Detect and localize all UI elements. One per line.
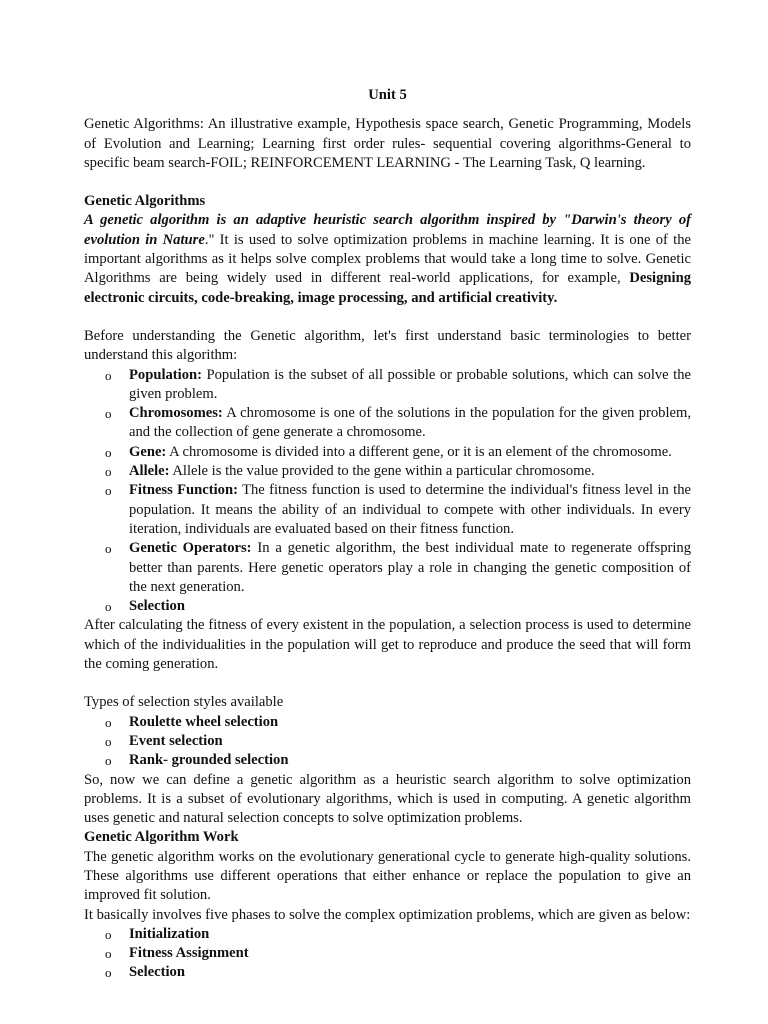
list-item: o Fitness Function: The fitness function is used to determine the individual's fitness level in the population. It means the ability of an individual to compete with other individuals. In every iteration, individuals are evaluated based on their fitness function. [84, 481, 691, 539]
list-item: o Rank- grounded selection [84, 751, 691, 770]
ga-definition-emphasis: A genetic algorithm is an adaptive heuristic search algorithm inspired by "Darwin's theory of evolution in Nature [84, 212, 691, 248]
list-item: o Fitness Assignment [84, 944, 691, 963]
list-item: o Selection [84, 963, 691, 982]
list-item: o Event selection [84, 732, 691, 751]
list-item: o Population: Population is the subset of all possible or probable solutions, which can solve the given problem. [84, 366, 691, 405]
document-page [84, 86, 691, 983]
list-item: o Allele: Allele is the value provided to the gene within a particular chromosome. [84, 462, 691, 481]
section-heading-genetic-algorithms: Genetic Algorithms [84, 193, 206, 210]
page-title: Unit 5 [368, 87, 407, 103]
syllabus-paragraph: Genetic Algorithms: An illustrative example, Hypothesis space search, Genetic Programming, Models of Evolution and Learning; Learning first order rules- sequential covering algorithms-General to specific beam search-FOIL; REINFORCEMENT LEARNING - The Learning Task, Q learning. [84, 116, 691, 171]
terminology-list [84, 366, 691, 617]
list-item: o Roulette wheel selection [84, 713, 691, 732]
work-paragraph: The genetic algorithm works on the evolutionary generational cycle to generate high-quality solutions. These algorithms use different operations that either enhance or replace the population to give an improved fit solution. [84, 848, 691, 904]
definition-paragraph: So, now we can define a genetic algorithm as a heuristic search algorithm to solve optimization problems. It is a subset of evolutionary algorithms, which is used in computing. A genetic algorithm uses genetic and natural selection concepts to solve optimization problems. [84, 771, 691, 827]
terminology-intro: Before understanding the Genetic algorithm, let's first understand basic terminologies to better understand this algorithm: [84, 327, 691, 364]
selection-styles-list [84, 713, 691, 771]
phases-intro: It basically involves five phases to solve the complex optimization problems, which are given as below: [84, 906, 691, 923]
selection-styles-intro: Types of selection styles available [84, 694, 284, 711]
ga-definition-paragraph: A genetic algorithm is an adaptive heuristic search algorithm inspired by "Darwin's theory of evolution in Nature." It is used to solve optimization problems in machine learning. It is one of the important algorithms as it helps solve complex problems that would take a long time to solve. Genetic Algorithms are being widely used in different real-world applications, for example, Designing electronic circuits, code-breaking, image processing, and artificial creativity. [84, 212, 691, 306]
selection-paragraph: After calculating the fitness of every existent in the population, a selection process is used to determine which of the individualities in the population will get to reproduce and produce the seed that will form the coming generation. [84, 617, 691, 673]
list-item: o Chromosomes: A chromosome is one of the solutions in the population for the given problem, and the collection of gene generate a chromosome. [84, 404, 691, 443]
list-item: o Genetic Operators: In a genetic algorithm, the best individual mate to regenerate offspring better than parents. Here genetic operators play a role in changing the genetic composition of the next generation. [84, 539, 691, 597]
phases-list [84, 925, 691, 983]
section-heading-ga-work: Genetic Algorithm Work [84, 829, 239, 846]
list-item: o Gene: A chromosome is divided into a different gene, or it is an element of the chromosome. [84, 443, 691, 462]
list-item: o Initialization [84, 925, 691, 944]
list-item: o Selection [84, 597, 691, 616]
ga-applications: Designing electronic circuits, code-breaking, image processing, and artificial creativity. [84, 270, 691, 306]
